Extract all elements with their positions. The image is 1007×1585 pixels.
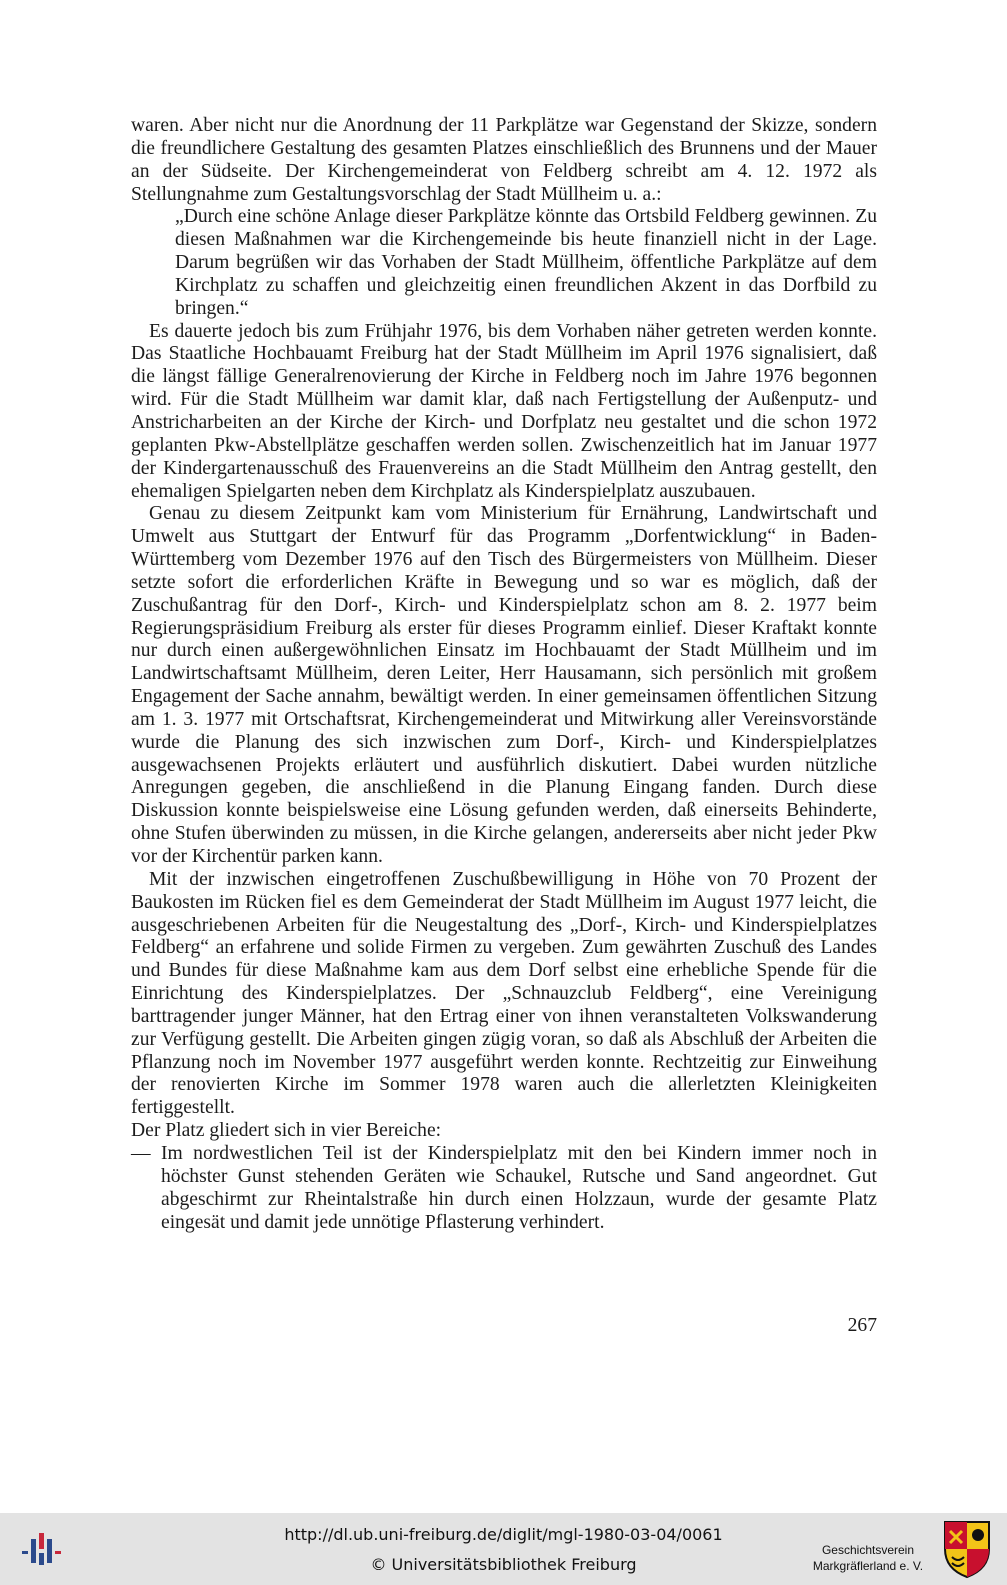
coat-of-arms-icon <box>942 1519 992 1579</box>
page-number: 267 <box>847 1315 877 1336</box>
society-name <box>808 1542 928 1574</box>
society-line: Geschichtsverein <box>821 1543 915 1557</box>
quote-paragraph: „Durch eine schöne Anlage dieser Parkplätze könnte das Ortsbild Feldberg gewinnen. Zu diesen Maßnahmen war die Kirchengemeinde bis heute finanziell nicht in der Lage. Darum begrüßen wir das Vorhaben der Stadt Müllheim, öffentliche Parkplätze auf dem Kirchplatz zu schaffen und gleichzeitig einen freundlichen Akzent in das Dorfbild zu bringen.“ <box>175 206 877 319</box>
page-body <box>131 115 877 1234</box>
paragraph: waren. Aber nicht nur die Anordnung der 11 Parkplätze war Gegenstand der Skizze, sondern die freundlichere Gestaltung des gesamten Platzes einschließlich des Brunnens und der Mauer an der Südseite. Der Kirchengemeinderat von Feldberg schreibt am 4. 12. 1972 als Stellungnahme zum Gestaltungsvorschlag der Stadt Müllheim u. a.: <box>131 115 877 205</box>
paragraph: Der Platz gliedert sich in vier Bereiche: <box>131 1120 442 1142</box>
paragraph: Es dauerte jedoch bis zum Frühjahr 1976, bis dem Vorhaben näher getreten werden konnte. Das Staatliche Hochbauamt Freiburg hat der Stadt Müllheim im April 1976 signalisiert, daß die längst fällige Generalrenovierung der Kirche in Feldberg noch im Jahre 1976 begonnen wird. Für die Stadt Müllheim war damit klar, daß nach Fertigstellung der Außenputz- und Anstricharbeiten an der Kirche der Kirch- und Dorfplatz neu gestaltet und die schon 1972 geplanten Pkw-Abstellplätze geschaffen werden sollen. Zwischenzeitlich hat im Januar 1977 der Kindergartenausschuß des Frauenvereins an die Stadt Müllheim den Antrag gestellt, den ehemaligen Spielgarten neben dem Kirchplatz als Kinderspielplatz auszubauen. <box>131 320 877 502</box>
paragraph: Mit der inzwischen eingetroffenen Zuschußbewilligung in Höhe von 70 Prozent der Baukosten im Rücken fiel es dem Gemeinderat der Stadt Müllheim im August 1977 leicht, die ausgeschriebenen Arbeiten für die Neugestaltung des „Dorf-, Kirch- und Kinderspielplatzes Feldberg“ an erfahrene und solide Firmen zu vergeben. Zum gewährten Zuschuß des Landes und Bundes für diese Maßnahme kam aus dem Dorf selbst eine erhebliche Spende für die Einrichtung des Kinderspielplatzes. Der „Schnauzclub Feldberg“, eine Vereinigung barttragender junger Männer, hat den Ertrag einer von ihnen veranstalteten Volkswanderung zur Verfügung gestellt. Die Arbeiten gingen zügig voran, so daß als Abschluß der Arbeiten die Pflanzung noch im November 1977 ausgeführt werden konnte. Rechtzeitig zur Einweihung der renovierten Kirche im Sommer 1978 waren auch die allerletzten Kleinigkeiten fertiggestellt. <box>131 868 877 1119</box>
paragraph: Genau zu diesem Zeitpunkt kam vom Ministerium für Ernährung, Landwirtschaft und Umwelt aus Stuttgart der Entwurf für das Programm „Dorfentwicklung“ in Baden-Württemberg vom Dezember 1976 auf den Tisch des Bürgermeisters von Müllheim. Dieser setzte sofort die erforderlichen Kräfte in Bewegung und so war es möglich, daß der Zuschußantrag für den Dorf-, Kirch- und Kinderspielplatz schon am 8. 2. 1977 beim Regierungspräsidium Freiburg als erster für dieses Programm einlief. Dieser Kraftakt konnte nur durch einen außergewöhnlichen Einsatz im Hochbauamt der Stadt Müllheim und im Landwirtschaftsamt Müllheim, deren Leiter, Herr Hausamann, sich persönlich mit großem Engagement der Sache annahm, bewältigt werden. In einer gemeinsamen öffentlichen Sitzung am 1. 3. 1977 mit Ortschaftsrat, Kirchengemeinderat und Mitwirkung aller Vereinsvorstände wurde die Planung des sich inzwischen zum Dorf-, Kirch- und Kinderspielplatzes ausgewachsenen Projekts erläutert und ausführlich diskutiert. Dabei wurden nützliche Anregungen gegeben, die anschließend in die Planung Eingang fanden. Durch diese Diskussion konnte beispielsweise eine Lösung gefunden werden, daß einerseits Behinderte, ohne Stufen überwinden zu müssen, in die Kirche gelangen, andererseits aber nicht jeder Pkw vor der Kirchentür parken kann. <box>131 503 877 867</box>
dash-list-item <box>131 1143 877 1234</box>
dash-mark: — <box>131 1142 151 1164</box>
copyright-text: © Universitätsbibliothek Freiburg <box>370 1555 637 1574</box>
dash-list-text: Im nordwestlichen Teil ist der Kinderspielplatz mit den bei Kindern immer noch in höchster Gunst stehenden Geräten wie Schaukel, Rutsche und Sand angeordnet. Gut abgeschirmt zur Rheintalstraße hin durch einen Holzzaun, wurde der gesamte Platz eingesät und damit jede unnötige Pflasterung verhindert. <box>161 1142 877 1233</box>
source-url-link[interactable]: http://dl.ub.uni-freiburg.de/diglit/mgl-1980-03-04/0061 <box>284 1525 723 1544</box>
footer-bar <box>0 1513 1007 1585</box>
society-line: Markgräflerland e. V. <box>812 1559 924 1573</box>
